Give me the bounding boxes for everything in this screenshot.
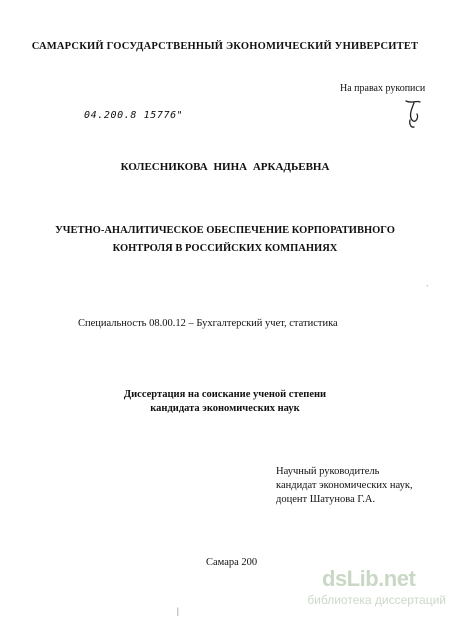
- university-name: САМАРСКИЙ ГОСУДАРСТВЕННЫЙ ЭКОНОМИЧЕСКИЙ УНИВЕРСИТЕТ: [31, 41, 419, 52]
- stray-mark-top: `: [426, 284, 429, 293]
- rights-note: На правах рукописи: [340, 83, 426, 94]
- supervisor-line-2: кандидат экономических наук,: [276, 480, 413, 491]
- degree-line-1: Диссертация на соискание ученой степени: [123, 389, 327, 400]
- supervisor-line-3: доцент Шатунова Г.А.: [276, 494, 376, 505]
- degree-statement: [0, 388, 450, 416]
- degree-line-2: кандидата экономических наук: [150, 403, 300, 414]
- stray-mark-bottom: |: [177, 606, 179, 616]
- specialty-line: Специальность 08.00.12 – Бухгалтерский учет, статистика: [78, 318, 338, 329]
- handwritten-signature: [400, 98, 426, 130]
- title-line-1: УЧЕТНО-АНАЛИТИЧЕСКОЕ ОБЕСПЕЧЕНИЕ КОРПОРАТИВНОГО: [55, 225, 395, 236]
- document-number: 04.200.8 15776": [84, 110, 184, 121]
- city-year: Самара 200: [206, 557, 258, 568]
- watermark: [307, 566, 446, 612]
- dissertation-title: [0, 222, 450, 258]
- supervisor-block: [276, 465, 413, 507]
- watermark-logo: dsLib.net: [322, 566, 416, 591]
- watermark-subtitle: библиотека диссертаций: [307, 593, 446, 607]
- author-name: КОЛЕСНИКОВА НИНА АРКАДЬЕВНА: [120, 161, 330, 173]
- supervisor-line-1: Научный руководитель: [276, 466, 380, 477]
- title-line-2: КОНТРОЛЯ В РОССИЙСКИХ КОМПАНИЯХ: [112, 243, 338, 254]
